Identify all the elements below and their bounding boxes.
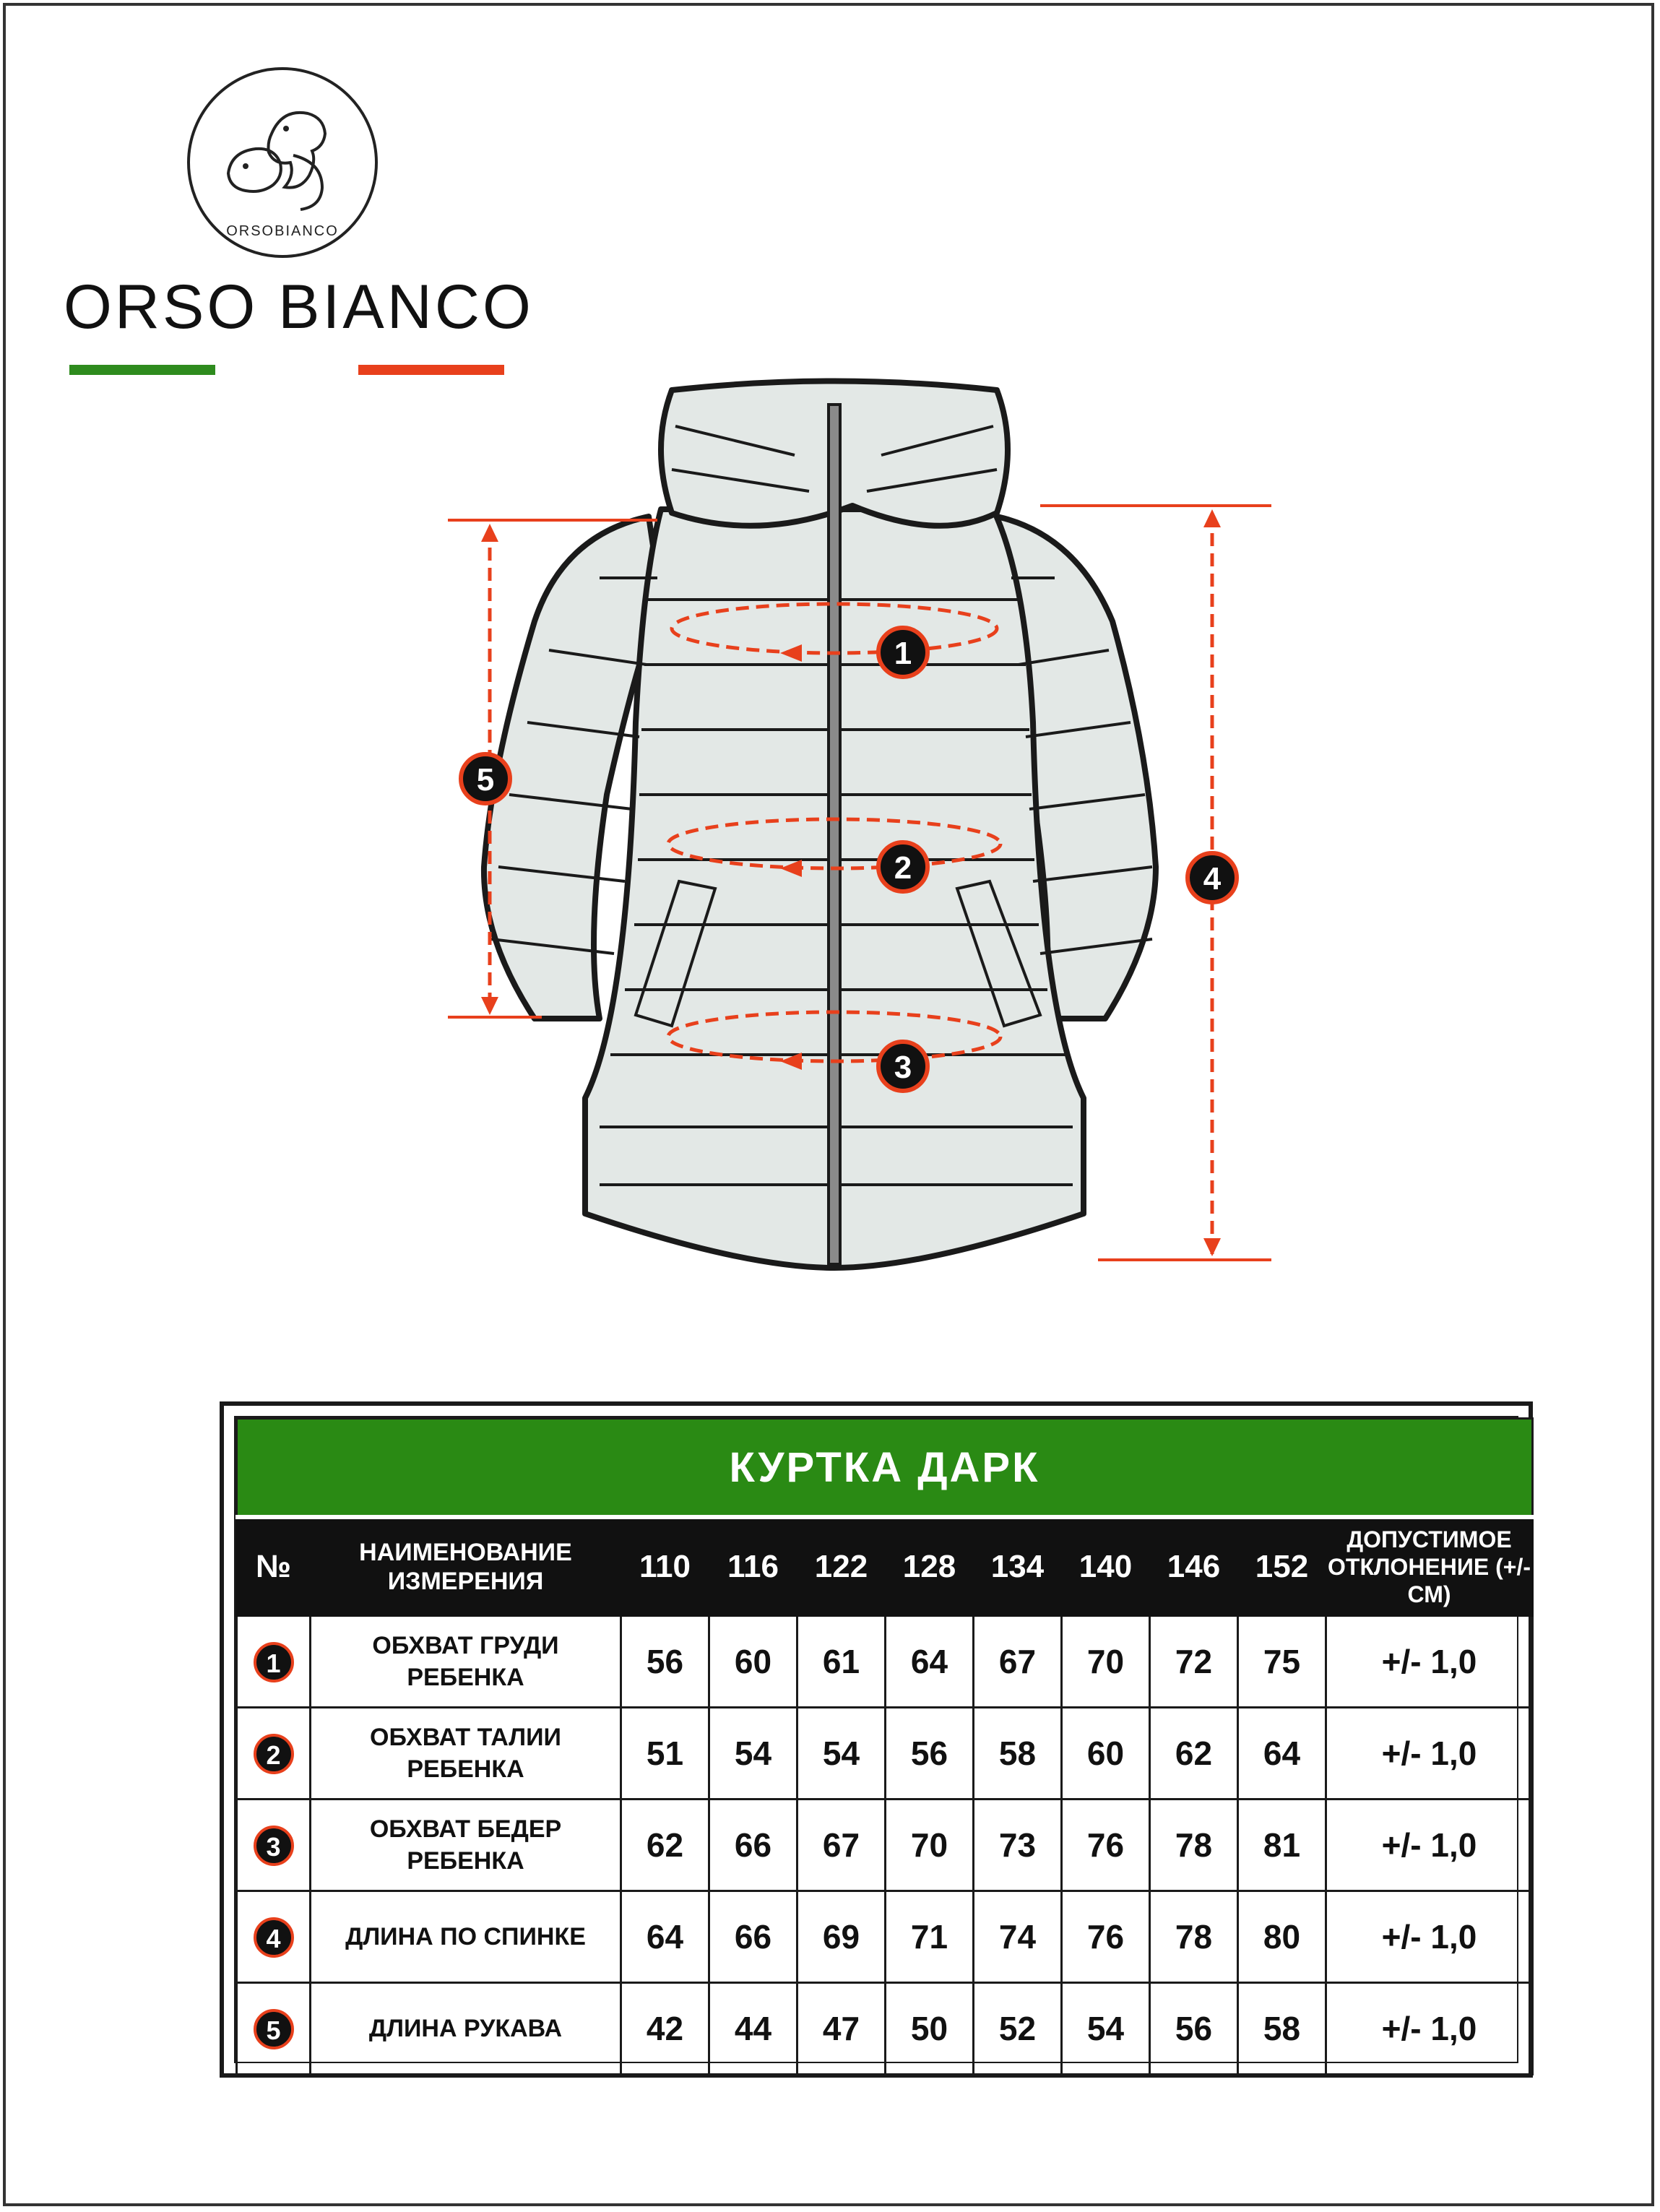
row-value: 50 <box>886 1983 974 2075</box>
size-table <box>220 1401 1533 2078</box>
row-value: 73 <box>974 1800 1062 1891</box>
row-value: 67 <box>974 1616 1062 1708</box>
row-value: 47 <box>797 1983 886 2075</box>
row-value: 71 <box>886 1891 974 1983</box>
row-value: 69 <box>797 1891 886 1983</box>
row-value: 66 <box>709 1891 797 1983</box>
row-value: 81 <box>1238 1800 1326 1891</box>
row-deviation: +/- 1,0 <box>1326 1983 1533 2075</box>
row-value: 70 <box>886 1800 974 1891</box>
marker-3 <box>878 1042 928 1091</box>
marker-5 <box>461 754 510 803</box>
table-row <box>237 1800 1533 1891</box>
row-value: 42 <box>621 1983 709 2075</box>
row-value: 56 <box>886 1708 974 1800</box>
row-label: ОБХВАТ ТАЛИИ РЕБЕНКА <box>311 1708 621 1800</box>
row-value: 76 <box>1062 1891 1150 1983</box>
svg-text:1: 1 <box>894 636 912 671</box>
row-value: 80 <box>1238 1891 1326 1983</box>
row-value: 60 <box>709 1616 797 1708</box>
row-label: ДЛИНА ПО СПИНКЕ <box>311 1891 621 1983</box>
row-value: 60 <box>1062 1708 1150 1800</box>
brand-logo <box>185 65 380 260</box>
header-name: НАИМЕНОВАНИЕ ИЗМЕРЕНИЯ <box>311 1517 621 1616</box>
row-value: 70 <box>1062 1616 1150 1708</box>
header-size: 152 <box>1238 1517 1326 1616</box>
header-size: 146 <box>1150 1517 1238 1616</box>
header-size: 116 <box>709 1517 797 1616</box>
green-stripe <box>69 365 215 375</box>
row-number: 3 <box>237 1800 311 1891</box>
row-value: 58 <box>1238 1983 1326 2075</box>
table-title: КУРТКА ДАРК <box>237 1419 1533 1518</box>
row-value: 44 <box>709 1983 797 2075</box>
table-row <box>237 1983 1533 2075</box>
header-number: № <box>237 1517 311 1616</box>
header-size: 128 <box>886 1517 974 1616</box>
row-value: 56 <box>621 1616 709 1708</box>
svg-text:2: 2 <box>894 850 912 886</box>
header-size: 122 <box>797 1517 886 1616</box>
marker-1 <box>878 628 928 677</box>
row-label: ОБХВАТ БЕДЕР РЕБЕНКА <box>311 1800 621 1891</box>
row-value: 75 <box>1238 1616 1326 1708</box>
svg-text:3: 3 <box>894 1050 912 1085</box>
row-value: 54 <box>709 1708 797 1800</box>
row-number: 4 <box>237 1891 311 1983</box>
row-label: ОБХВАТ ГРУДИ РЕБЕНКА <box>311 1616 621 1708</box>
row-value: 78 <box>1150 1800 1238 1891</box>
row-value: 76 <box>1062 1800 1150 1891</box>
row-value: 67 <box>797 1800 886 1891</box>
row-deviation: +/- 1,0 <box>1326 1800 1533 1891</box>
row-deviation: +/- 1,0 <box>1326 1616 1533 1708</box>
row-value: 78 <box>1150 1891 1238 1983</box>
logo-text: ORSOBIANCO <box>226 223 339 239</box>
row-number: 1 <box>237 1616 311 1708</box>
row-value: 61 <box>797 1616 886 1708</box>
row-value: 62 <box>621 1800 709 1891</box>
row-label: ДЛИНА РУКАВА <box>311 1983 621 2075</box>
row-value: 64 <box>621 1891 709 1983</box>
row-value: 51 <box>621 1708 709 1800</box>
row-deviation: +/- 1,0 <box>1326 1891 1533 1983</box>
marker-2 <box>878 842 928 891</box>
svg-text:5: 5 <box>476 762 495 798</box>
table-row <box>237 1616 1533 1708</box>
brand-name: ORSO BIANCO <box>64 272 534 342</box>
header-size: 134 <box>974 1517 1062 1616</box>
row-value: 54 <box>1062 1983 1150 2075</box>
row-value: 62 <box>1150 1708 1238 1800</box>
header-deviation: ДОПУСТИМОЕ ОТКЛОНЕНИЕ (+/-СМ) <box>1326 1517 1533 1616</box>
table-row <box>237 1708 1533 1800</box>
row-value: 56 <box>1150 1983 1238 2075</box>
row-value: 66 <box>709 1800 797 1891</box>
header-size: 140 <box>1062 1517 1150 1616</box>
svg-text:4: 4 <box>1203 861 1222 897</box>
table-row <box>237 1891 1533 1983</box>
row-deviation: +/- 1,0 <box>1326 1708 1533 1800</box>
row-number: 2 <box>237 1708 311 1800</box>
row-value: 64 <box>1238 1708 1326 1800</box>
row-value: 64 <box>886 1616 974 1708</box>
header-size: 110 <box>621 1517 709 1616</box>
jacket-diagram <box>419 361 1286 1286</box>
row-value: 58 <box>974 1708 1062 1800</box>
row-value: 54 <box>797 1708 886 1800</box>
row-value: 72 <box>1150 1616 1238 1708</box>
marker-4 <box>1188 853 1237 902</box>
row-value: 52 <box>974 1983 1062 2075</box>
row-number: 5 <box>237 1983 311 2075</box>
row-value: 74 <box>974 1891 1062 1983</box>
